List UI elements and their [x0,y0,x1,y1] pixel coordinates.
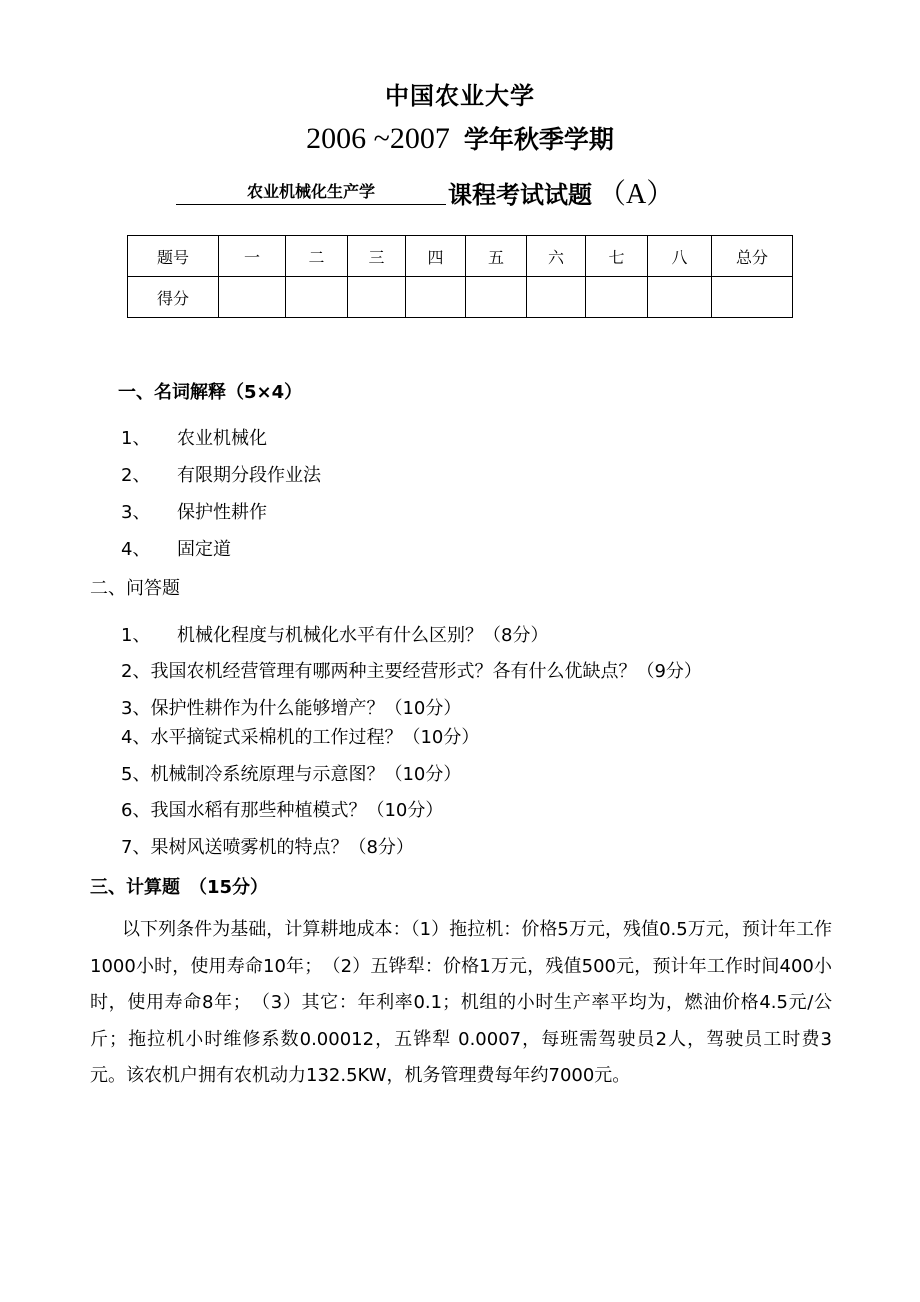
score-input-cell [348,277,406,318]
table-cell: 七 [586,236,648,277]
list-item: 1、 农业机械化 [121,428,267,449]
term-text: 学年秋季学期 [463,125,614,154]
table-cell: 总分 [712,236,793,277]
score-input-cell [286,277,348,318]
exam-title [448,172,674,212]
score-input-cell [648,277,712,318]
list-item: 3、保护性耕作为什么能够增产？（10分） [121,698,462,719]
term-heading [0,120,920,156]
score-input-cell [712,277,793,318]
table-cell: 得分 [128,277,219,318]
list-item: 4、 固定道 [121,539,231,560]
calculation-paragraph: 以下列条件为基础，计算耕地成本：（1）拖拉机：价格5万元，残值0.5万元，预计年工作1000小时，使用寿命10年； （2）五铧犁：价格1万元，残值500元，预计年工作时间400小时，使用寿命8年； （3）其它：年利率0.1；机组的小时生产率平均为，燃油价格4.5元/公斤；拖拉机小时维修系数0.00012，五铧犁 0.0007，每班需驾驶员2人，驾驶员工时费3元。该农机户拥有农机动力132.5KW，机务管理费每年约7000元。 [90,919,832,1087]
table-cell: 题号 [128,236,219,277]
score-table-score-row [128,277,793,318]
table-cell: 二 [286,236,348,277]
score-input-cell [406,277,466,318]
table-cell: 三 [348,236,406,277]
list-item: 2、 有限期分段作业法 [121,465,321,486]
table-cell: 八 [648,236,712,277]
table-cell: 六 [527,236,586,277]
list-item: 4、水平摘锭式采棉机的工作过程？（10分） [121,727,480,748]
section2-title: 二、问答题 [90,578,180,599]
university-name: 中国农业大学 [385,82,535,110]
term-years: 2006 ~2007 [306,122,450,155]
list-item: 7、果树风送喷雾机的特点？（8分） [121,837,414,858]
score-input-cell [466,277,527,318]
list-item: 5、机械制冷系统原理与示意图？（10分） [121,764,462,785]
list-item: 6、我国水稻有那些种植模式？（10分） [121,800,444,821]
exam-title-text: 课程考试试题 [448,181,592,209]
calculation-problem [90,912,832,1095]
paper-label: （A） [598,179,675,210]
score-table [127,235,793,318]
section3-title: 三、计算题 （15分） [90,877,269,898]
course-name: 农业机械化生产学 [176,180,446,205]
table-cell: 一 [219,236,286,277]
score-table-header-row [128,236,793,277]
score-input-cell [219,277,286,318]
list-item: 2、我国农机经营管理有哪两种主要经营形式？各有什么优缺点？（9分） [121,661,702,682]
score-input-cell [586,277,648,318]
score-input-cell [527,277,586,318]
table-cell: 五 [466,236,527,277]
list-item: 1、 机械化程度与机械化水平有什么区别？（8分） [121,625,549,646]
table-cell: 四 [406,236,466,277]
section1-title: 一、名词解释（5×4） [118,382,303,403]
list-item: 3、 保护性耕作 [121,502,267,523]
